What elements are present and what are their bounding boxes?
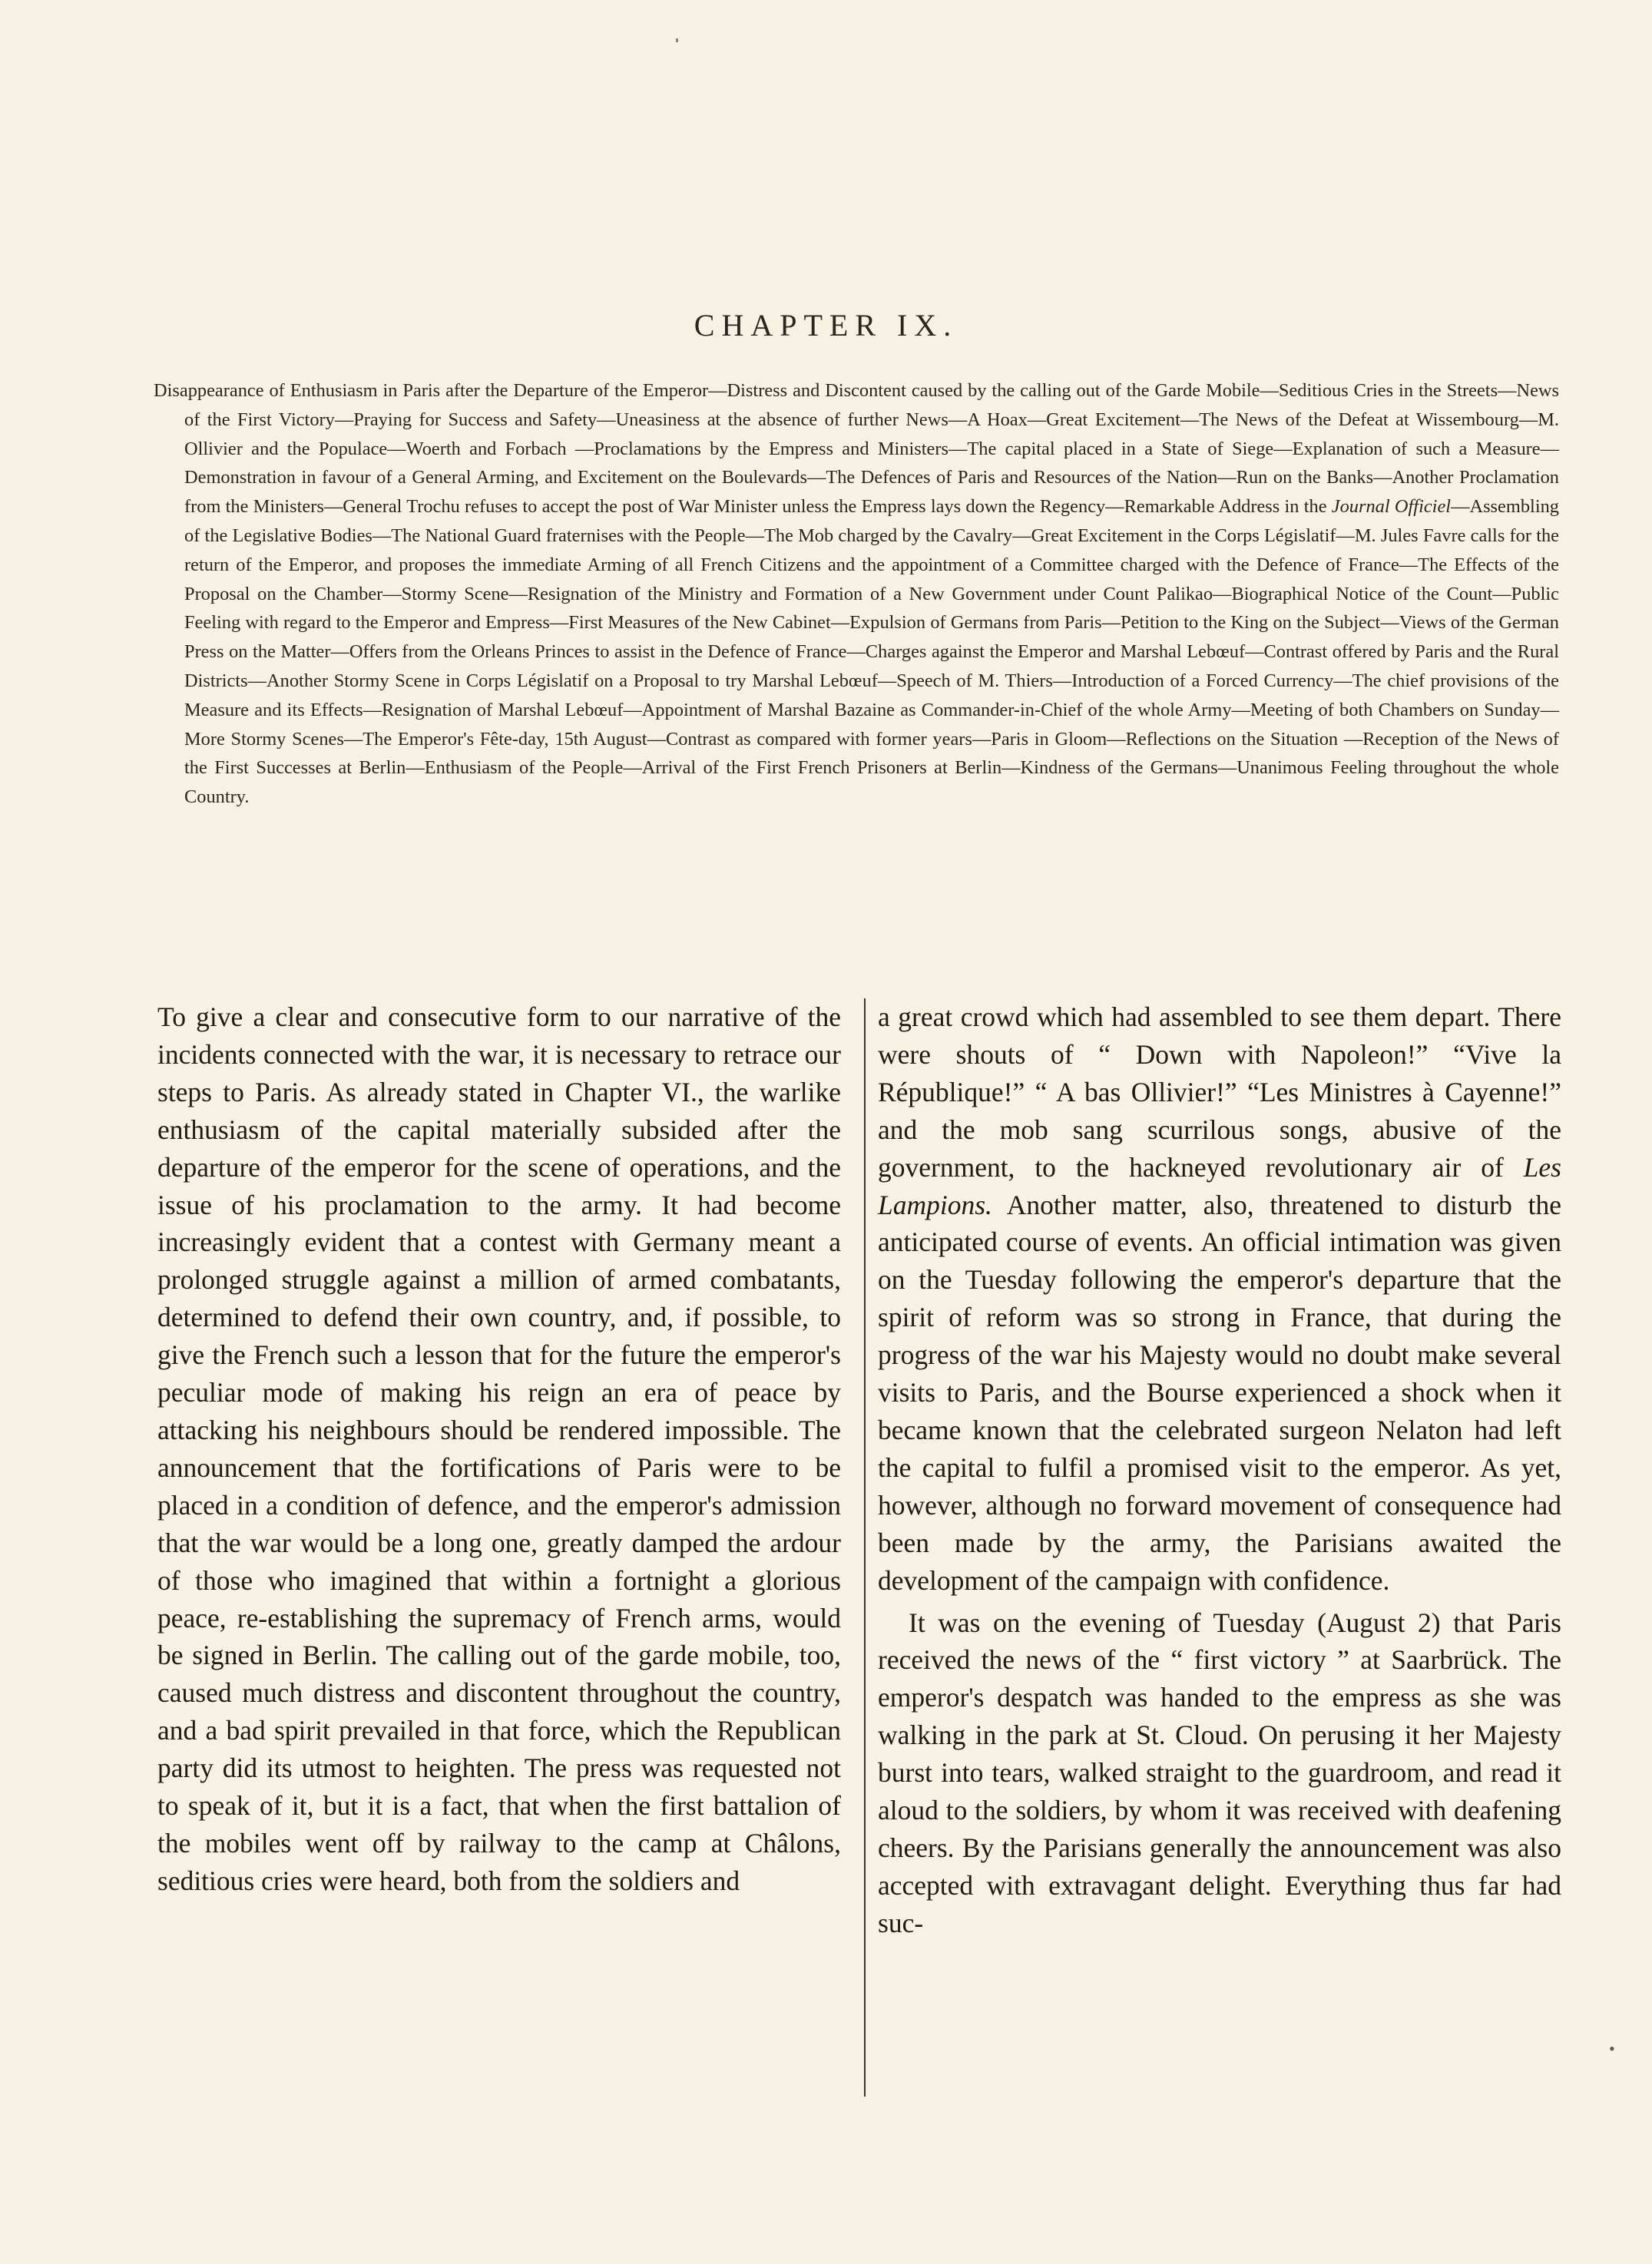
left-column <box>157 998 841 1900</box>
summary-italic-title: Journal Officiel <box>1331 496 1452 518</box>
right-column-paragraph-1 <box>878 998 1561 1600</box>
right-column-paragraph-2: It was on the evening of Tuesday (August 2) that Paris received the news of the “ first victory ” at Saarbrück. The emperor's despatch was handed to the empress as she was walking in the park at St. Cloud. On perusing it her Majesty burst into tears, walked straight to the guardroom, and read it aloud to the soldiers, by whom it was received with deafening cheers. By the Parisians generally the announcement was also accepted with extravagant delight. Everything thus far had suc- <box>878 1607 1561 1938</box>
margin-dot-mark: • <box>1609 2039 1615 2058</box>
right-para-1-part-1: a great crowd which had assembled to see them depart. There were shouts of “ Down with Napoleon!” “Vive la République!” “ A bas Ollivier!” “Les Ministres à Cayenne!” and the mob sang scurrilous songs, abusive of the government, to the hackneyed revolutionary air of <box>878 1001 1561 1183</box>
page-tick-mark <box>676 38 678 42</box>
chapter-summary <box>154 376 1559 812</box>
summary-text-part-1: Disappearance of Enthusiasm in Paris after the Departure of the Emperor—Distress and Discontent caused by the calling out of the Garde Mobile—Seditious Cries in the Streets—News of the First Victory—Praying for Success and Safety—Uneasiness at the absence of further News—A Hoax—Great Excitement—The News of the Defeat at Wissembourg—M. Ollivier and the Populace—Woerth and Forbach —Proclamations by the Empress and Ministers—The capital placed in a State of Siege—Explanation of such a Measure—Demonstration in favour of a General Arming, and Excitement on the Boulevards—The Defences of Paris and Resources of the Nation—Run on the Banks—Another Proclamation from the Ministers—General Trochu refuses to accept the post of War Minister unless the Empress lays down the Regency—Remarkable Address in the <box>154 380 1559 518</box>
right-column <box>878 998 1561 1942</box>
summary-text-part-2: —Assembling of the Legislative Bodies—The National Guard fraternises with the People—The Mob charged by the Cavalry—Great Excitement in the Corps Législatif—M. Jules Favre calls for the return of the Emperor, and proposes the immediate Arming of all French Citizens and the appointment of a Committee charged with the Defence of France—The Effects of the Proposal on the Chamber—Stormy Scene—Resignation of the Ministry and Formation of a New Government under Count Palikao—Biographical Notice of the Count—Public Feeling with regard to the Emperor and Empress—First Measures of the New Cabinet—Expulsion of Germans from Paris—Petition to the King on the Subject—Views of the German Press on the Matter—Offers from the Orleans Princes to assist in the Defence of France—Charges against the Emperor and Marshal Lebœuf—Contrast offered by Paris and the Rural Districts—Another Stormy Scene in Corps Législatif on a Proposal to try Marshal Lebœuf—Speech of M. Thiers—Introduction of a Forced Currency—The chief provisions of the Measure and its Effects—Resignation of Marshal Lebœuf—Appointment of Marshal Bazaine as Commander-in-Chief of the whole Army—Meeting of both Chambers on Sunday—More Stormy Scenes—The Emperor's Fête-day, 15th August—Contrast as compared with former years—Paris in Gloom—Reflections on the Situation —Reception of the News of the First Successes at Berlin—Enthusiasm of the People—Arrival of the First French Prisoners at Berlin—Kindness of the Germans—Unanimous Feeling throughout the whole Country. <box>184 496 1559 808</box>
left-column-paragraph: To give a clear and consecutive form to our narrative of the incidents connected with the war, it is necessary to retrace our steps to Paris. As already stated in Chapter VI., the warlike enthusiasm of the capital materially subsided after the departure of the emperor for the scene of operations, and the issue of his proclamation to the army. It had become increasingly evident that a contest with Germany meant a prolonged struggle against a million of armed combatants, determined to defend their own country, and, if possible, to give the French such a lesson that for the future the emperor's peculiar mode of making his reign an era of peace by attacking his neighbours should be rendered impossible. The announcement that the fortifications of Paris were to be placed in a condition of defence, and the emperor's admission that the war would be a long one, greatly damped the ardour of those who imagined that within a fortnight a glorious peace, re-establishing the supremacy of French arms, would be signed in Berlin. The calling out of the garde mobile, too, caused much distress and discontent throughout the country, and a bad spirit prevailed in that force, which the Republican party did its utmost to heighten. The press was requested not to speak of it, but it is a fact, that when the first battalion of the mobiles went off by railway to the camp at Châlons, seditious cries were heard, both from the soldiers and <box>157 1001 841 1896</box>
right-para-1-part-2: Another matter, also, threatened to disturb the anticipated course of events. An official intimation was given on the Tuesday following the emperor's departure that the spirit of reform was so strong in France, that during the progress of the war his Majesty would no doubt make several visits to Paris, and the Bourse experienced a shock when it became known that the celebrated surgeon Nelaton had left the capital to fulfil a promised visit to the emperor. As yet, however, although no forward movement of consequence had been made by the army, the Parisians awaited the development of the campaign with confidence. <box>878 1189 1561 1596</box>
chapter-heading: CHAPTER IX. <box>694 308 958 343</box>
column-divider <box>864 998 866 2097</box>
right-para-1-italic: Les Lampions. <box>878 1151 1561 1220</box>
